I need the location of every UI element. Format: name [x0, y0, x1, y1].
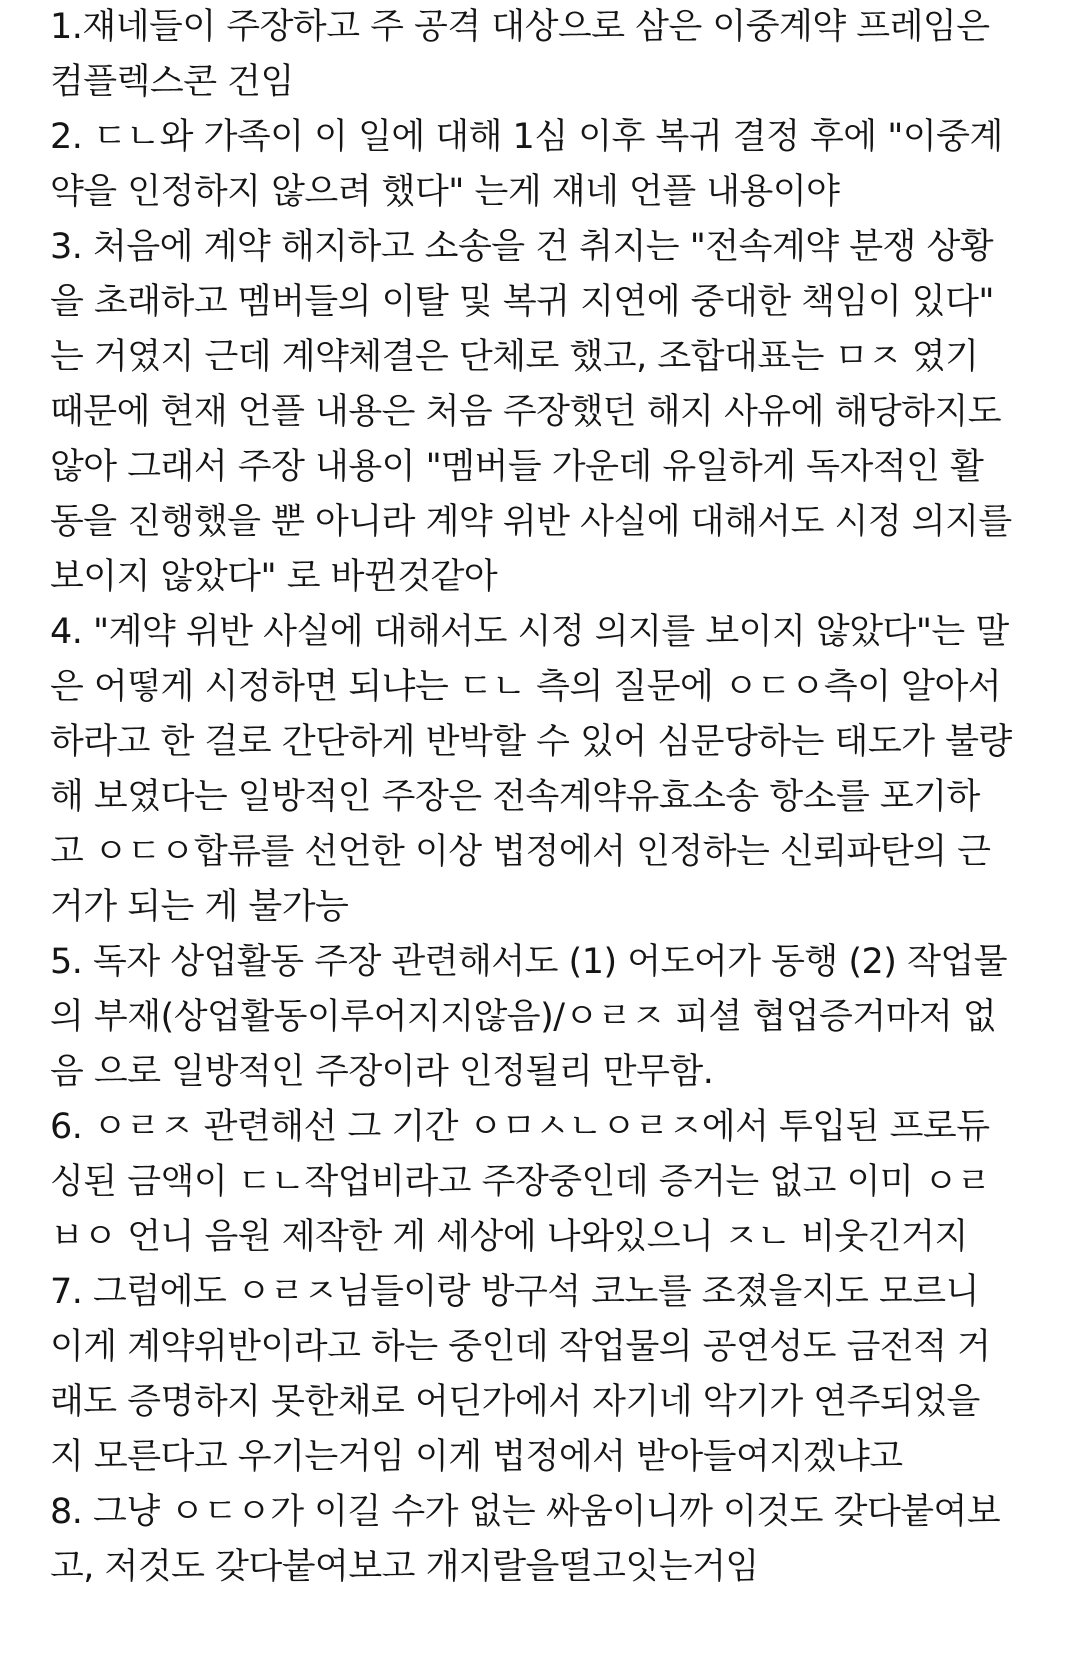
text-line: 5. 독자 상업활동 주장 관련해서도 (1) 어도어가 동행 (2) 작업물 [50, 942, 1008, 982]
text-line: 6. ㅇㄹㅈ 관련해선 그 기간 ㅇㅁㅅㄴㅇㄹㅈ에서 투입된 프로듀 [50, 1107, 990, 1147]
text-line: 음 으로 일방적인 주장이라 인정될리 만무함. [50, 1052, 714, 1092]
text-line: ㅂㅇ 언니 음원 제작한 게 세상에 나와있으니 ㅈㄴ 비웃긴거지 [50, 1217, 968, 1257]
text-line: 을 초래하고 멤버들의 이탈 및 복귀 지연에 중대한 책임이 있다" [50, 282, 994, 322]
text-line: 지 모른다고 우기는거임 이게 법정에서 받아들여지겠냐고 [50, 1437, 903, 1477]
text-line: 동을 진행했을 뿐 아니라 계약 위반 사실에 대해서도 시정 의지를 [50, 502, 1012, 542]
text-line: 래도 증명하지 못한채로 어딘가에서 자기네 악기가 연주되었을 [50, 1382, 980, 1422]
text-line: 하라고 한 걸로 간단하게 반박할 수 있어 심문당하는 태도가 불량 [50, 722, 1012, 762]
text-line: 않아 그래서 주장 내용이 "멤버들 가운데 유일하게 독자적인 활 [50, 447, 984, 487]
text-line: 의 부재(상업활동이루어지지않음)/ㅇㄹㅈ 피셜 협업증거마저 없 [50, 997, 997, 1037]
text-line: 4. "계약 위반 사실에 대해서도 시정 의지를 보이지 않았다"는 말 [50, 612, 1009, 652]
text-line: 1.쟤네들이 주장하고 주 공격 대상으로 삼은 이중계약 프레임은 [50, 7, 990, 47]
text-line: 해 보였다는 일방적인 주장은 전속계약유효소송 항소를 포기하 [50, 777, 980, 817]
text-line: 8. 그냥 ㅇㄷㅇ가 이길 수가 없는 싸움이니까 이것도 갖다붙여보 [50, 1492, 1001, 1532]
text-line: 2. ㄷㄴ와 가족이 이 일에 대해 1심 이후 복귀 결정 후에 "이중계 [50, 117, 1003, 157]
text-line: 3. 처음에 계약 해지하고 소송을 건 취지는 "전속계약 분쟁 상황 [50, 227, 994, 267]
text-line: 는 거였지 근데 계약체결은 단체로 했고, 조합대표는 ㅁㅈ 였기 [50, 337, 979, 377]
text-line: 보이지 않았다" 로 바뀐것같아 [50, 557, 498, 597]
text-line: 이게 계약위반이라고 하는 중인데 작업물의 공연성도 금전적 거 [50, 1327, 991, 1367]
text-line: 싱된 금액이 ㄷㄴ작업비라고 주장중인데 증거는 없고 이미 ㅇㄹ [50, 1162, 991, 1202]
text-line: 거가 되는 게 불가능 [50, 887, 349, 927]
text-line: 고 ㅇㄷㅇ합류를 선언한 이상 법정에서 인정하는 신뢰파탄의 근 [50, 832, 991, 872]
text-line: 때문에 현재 언플 내용은 처음 주장했던 해지 사유에 해당하지도 [50, 392, 1002, 432]
text-line: 컴플렉스콘 건임 [50, 62, 294, 102]
text-line: 7. 그럼에도 ㅇㄹㅈ님들이랑 방구석 코노를 조졌을지도 모르니 [50, 1272, 979, 1312]
text-line: 고, 저것도 갖다붙여보고 개지랄을떨고잇는거임 [50, 1547, 759, 1587]
text-line: 약을 인정하지 않으려 했다" 는게 쟤네 언플 내용이야 [50, 172, 840, 212]
text-line: 은 어떻게 시정하면 되냐는 ㄷㄴ 측의 질문에 ㅇㄷㅇ측이 알아서 [50, 667, 1002, 707]
